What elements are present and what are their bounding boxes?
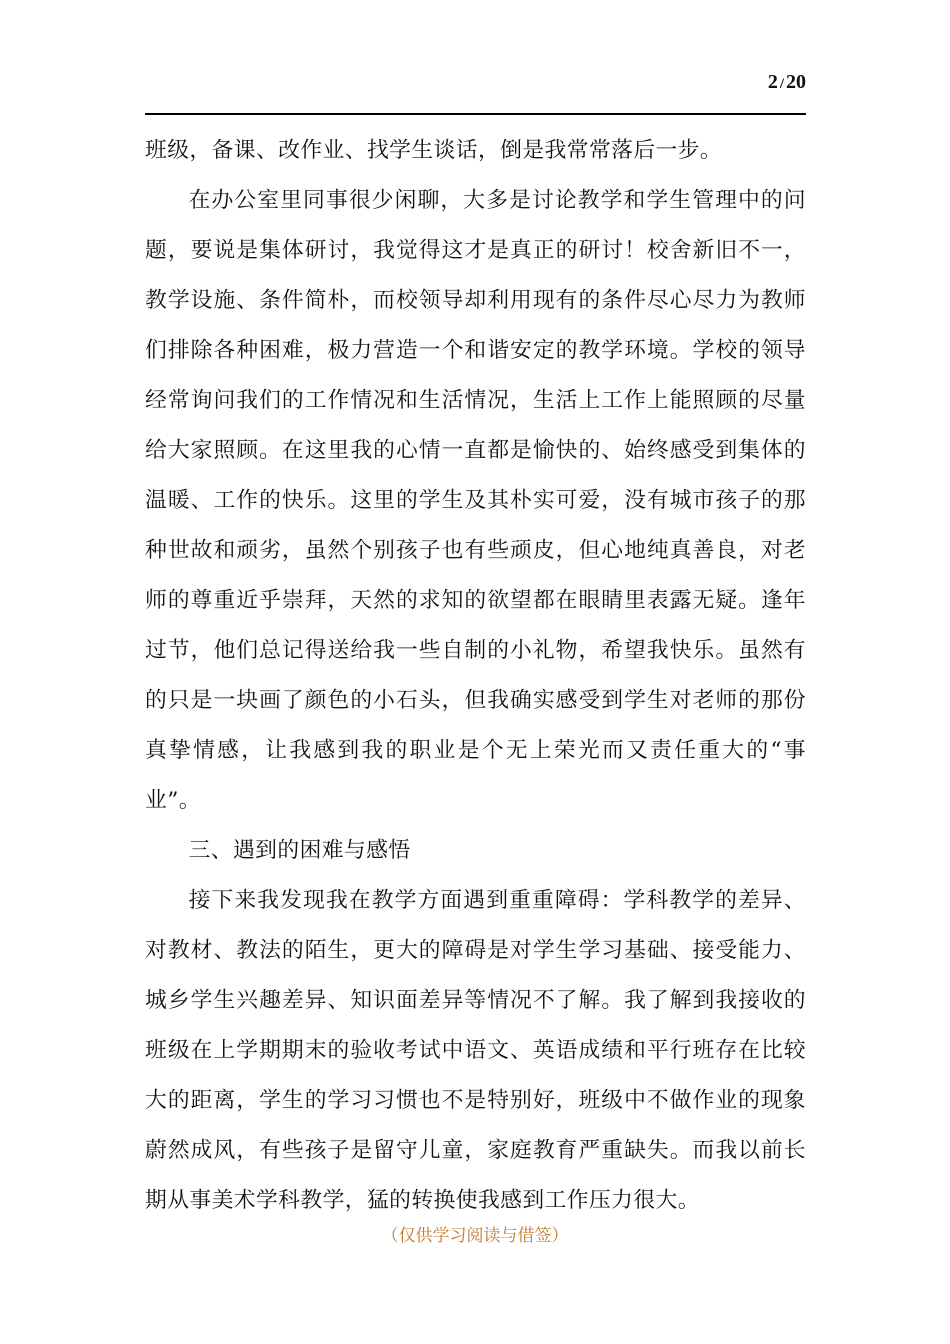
paragraph-continuation: 班级，备课、改作业、找学生谈话，倒是我常常落后一步。 <box>145 138 723 163</box>
paragraph-teaching-difficulties: 接下来我发现我在教学方面遇到重重障碍：学科教学的差异、对教材、教法的陌生，更大的障碍是对学生学习基础、接受能力、城乡学生兴趣差异、知识面差异等情况不了解。我了解到我接收的班级在上学期期末的验收考试中语文、英语成绩和平行班存在比较大的距离，学生的学习习惯也不是特别好，班级中不做作业的现象蔚然成风，有些孩子是留守儿童，家庭教育严重缺失。而我以前长期从事美术学科教学，猛的转换使我感到工作压力很大。 <box>145 888 806 1213</box>
paragraph-office-environment: 在办公室里同事很少闲聊，大多是讨论教学和学生管理中的问题，要说是集体研讨，我觉得这才是真正的研讨！校舍新旧不一，教学设施、条件简朴，而校领导却利用现有的条件尽心尽力为教师们排除各种困难，极力营造一个和谐安定的教学环境。学校的领导经常询问我们的工作情况和生活情况，生活上工作上能照顾的尽量给大家照顾。在这里我的心情一直都是愉快的、始终感受到集体的温暖、工作的快乐。这里的学生及其朴实可爱，没有城市孩子的那种世故和顽劣，虽然个别孩子也有些顽皮，但心地纯真善良，对老师的尊重近乎崇拜，天然的求知的欲望都在眼睛里表露无疑。逢年过节，他们总记得送给我一些自制的小礼物，希望我快乐。虽然有的只是一块画了颜色的小石头，但我确实感受到学生对老师的那份真挚情感，让我感到我的职业是个无上荣光而又责任重大的“事业”。 <box>145 188 806 813</box>
header-rule <box>145 113 806 115</box>
page-number <box>700 70 806 96</box>
page-separator: / <box>779 76 784 92</box>
footer-note: （仅供学习阅读与借签） <box>381 1226 569 1246</box>
page-current: 2 <box>767 71 778 93</box>
page-total: 20 <box>786 71 806 93</box>
section-heading: 三、遇到的困难与感悟 <box>188 838 411 863</box>
document-body <box>145 126 806 1226</box>
